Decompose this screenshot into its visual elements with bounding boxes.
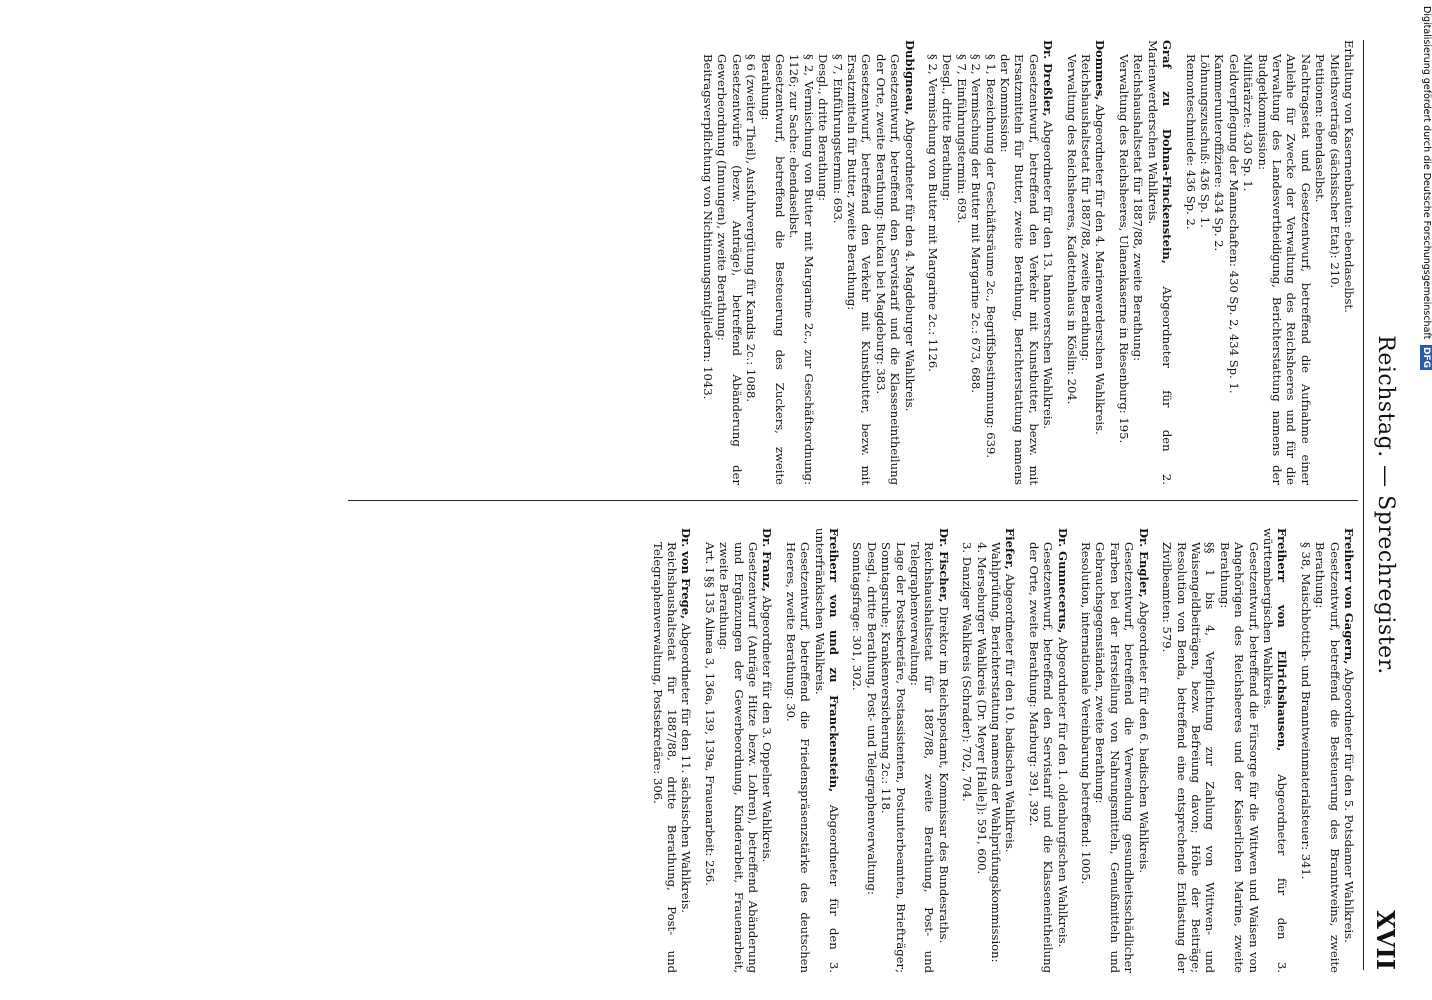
entry-line: Verwaltung des Reichsheeres, Kadettenhaus in Köslin: 204. xyxy=(1064,54,1079,405)
entry-line: § 1, Bezeichnung der Geschäftsräume 2c., Begriffsbestimmung: 639. xyxy=(983,54,998,459)
entry-line: Direktor im Reichspostamt, Kommissar des Bundesraths. xyxy=(936,606,951,944)
register-entry xyxy=(701,40,917,485)
column-divider xyxy=(348,500,1358,501)
entry-line: Abgeordneter für den 3. unterfränkischen Wahlkreis. xyxy=(812,528,841,973)
entry-name: Dr. Fischer, xyxy=(936,528,951,607)
dfg-logo: DFG xyxy=(1421,347,1431,369)
register-entry xyxy=(1117,40,1175,485)
entry-line: Abgeordneter für den 13. hannoverschen Wahlkreis. xyxy=(1041,120,1056,430)
entry-line: Gesetzentwurf, betreffend die Friedenspräsenzstärke des deutschen Heeres, zweite Berathung: 30. xyxy=(783,542,813,973)
register-entry xyxy=(926,40,1056,485)
entry-name: Freiherr von und zu Franckenstein, xyxy=(827,528,841,805)
entry-line: Gesetzentwurf, betreffend die Besteuerung des Branntweins, zweite Berathung: xyxy=(1313,542,1342,973)
register-entry xyxy=(783,528,841,973)
page-header xyxy=(1363,40,1404,970)
entry-line: § 7, Einführungstermin: 693. xyxy=(830,54,845,224)
entry-line: Gesetzentwurf, betreffend die Besteuerung des Zuckers, zweite Berathung: xyxy=(758,54,787,485)
register-entry xyxy=(1064,40,1107,485)
entry-line: § 7, Einführungstermin: 693. xyxy=(954,54,969,224)
entry-line: § 2, Vermischung von Butter mit Margarine 2c.: 1126. xyxy=(926,54,941,372)
entry-line: Desgl., dritte Berathung: xyxy=(940,54,955,202)
entry-line: Gesetzentwurf, betreffend den Servistarif und die Klasseneintheilung der Orte, zweite Berathung: Buckau bei Magdeburg: 383. xyxy=(873,54,903,485)
entry-line: Gesetzentwurf, betreffend den Verkehr mit Kunstbutter, bezw. mit Ersatzmitteln für Butter, zweite Berathung, Berichterstattung namens der Kommission: xyxy=(998,54,1041,485)
entry-line: Geldverpflegung der Mannschaften: 430 Sp. 2, 434 Sp. 1. xyxy=(1226,54,1241,394)
entry-name: Fiefer, xyxy=(1003,528,1018,574)
register-entry xyxy=(1160,528,1290,973)
register-entry xyxy=(1026,528,1069,973)
entry-name: Dubigneau, xyxy=(902,40,917,119)
entry-line: Gesetzentwurf, betreffend die Fürsorge für die Wittwen und Waisen von Angehörigen des Reichsheeres und der Kaiserlichen Marine, zweite Berathung: xyxy=(1217,542,1261,973)
credit-text: Digitalisierung gefördert durch die Deutsche Forschungsgemeinschaft xyxy=(1421,6,1432,340)
entry-line: Gesetzentwürfe (bezw. Anträge), betreffend Abänderung der Gewerbeordnung (Innungen), zweite Berathung: xyxy=(715,54,744,485)
entry-name: Dr. Dreßler, xyxy=(1041,40,1056,121)
register-entry xyxy=(1079,528,1151,973)
entry-line: Militärärzte: 430 Sp. 1. xyxy=(1241,54,1256,192)
entry-line: 4. Merseburger Wahlkreis (Dr. Meyer [Halle]): 591, 600. xyxy=(974,542,989,875)
entry-name: Graf zu Dohna-Finckenstein, xyxy=(1160,40,1175,287)
entry-line: Abgeordneter für den 4. Marienwerderschen Wahlkreis. xyxy=(1093,104,1108,435)
entry-line: Löhnungszuschuß: 436 Sp. 1. xyxy=(1197,54,1212,228)
entry-name: Freiherr von Ellrichshausen, xyxy=(1275,528,1290,775)
register-entry xyxy=(702,528,774,973)
entry-name: Dr. Franz, xyxy=(760,528,775,596)
entry-line: Resolution, internationale Vereinbarung betreffend: 1005. xyxy=(1079,542,1094,885)
entry-line: Art. I §§ 135 Alinea 3, 136a, 139, 139a, Frauenarbeit: 256. xyxy=(702,542,717,886)
entry-line: Abgeordneter für den 10. badischen Wahlkreis. xyxy=(1003,573,1018,853)
entry-line: 3. Danziger Wahlkreis (Schrader): 702, 704. xyxy=(960,542,975,802)
entry-line: Abgeordneter für den 4. Magdeburger Wahlkreis. xyxy=(902,118,917,412)
entry-line: Nachtragsetat und Gesetzentwurf, betreffend die Aufnahme einer Anleihe für Zwecke der Verwaltung des Reichsheeres und für die Verwaltung des Landesvertheidigung, Berichterstattung namens der Budgetkommission: xyxy=(1255,54,1313,485)
entry-line: Abgeordneter für den 3. württembergischen Wahlkreis. xyxy=(1260,528,1290,973)
left-column xyxy=(692,40,1356,485)
entry-line: Erhaltung von Kasernenbauten: ebendaselbst. xyxy=(1342,40,1356,313)
entry-name: Freiherr von Gagern, xyxy=(1342,528,1356,669)
digitization-credit xyxy=(1417,6,1432,996)
register-entry xyxy=(960,528,1018,973)
entry-line: Sonntagsfrage: 301, 302. xyxy=(850,542,865,691)
entry-line: Gesetzentwurf, betreffend den Servistarif und die Klasseneintheilung der Orte, zweite Berathung: Marburg: 391, 392. xyxy=(1026,542,1056,973)
page-number: XVII xyxy=(1371,910,1400,970)
entry-line: Petitionen: ebendaselbst. xyxy=(1313,54,1328,203)
entry-line: Desgl., dritte Berathung, Post- und Telegraphenverwaltung: xyxy=(864,542,879,895)
running-title: Reichstag. — Sprechregister. xyxy=(1373,335,1398,675)
entry-line: § 38, Maischbottich- und Branntweinmaterialsteuer: 341. xyxy=(1298,542,1313,880)
entry-line: § 6 (zweiter Theil), Ausfuhrvergütung für Kandis 2c.: 1088. xyxy=(744,54,759,403)
entry-line: Abgeordneter für den 11. sächsischen Wahlkreis. xyxy=(679,623,694,913)
entry-line: Reichshaushaltsetat für 1887/88, dritte Berathung, Post- und Telegraphenverwaltung, Postsekretäre: 306. xyxy=(650,542,679,973)
document-page xyxy=(20,0,1412,1000)
entry-line: Miethsverträge (sächsischer Etat): 210. xyxy=(1327,54,1342,289)
register-entry xyxy=(650,528,693,973)
entry-line: Abgeordneter für den 1. oldenburgischen Wahlkreis. xyxy=(1055,637,1070,948)
entry-line: Gesetzentwurf, betreffend die Verwendung gesundheitsschädlicher Farben bei der Herstellung von Nahrungsmitteln, Genußmitteln und Gebrauchsgegenständen, zweite Berathung: xyxy=(1093,542,1137,973)
entry-line: Reichshaushaltsetat für 1887/88, zweite Berathung, Post- und Telegraphenverwaltung: xyxy=(908,542,937,973)
entry-line: Reichshaushaltsetat für 1887/88, zweite Berathung: xyxy=(1079,54,1094,362)
entry-line: Lage der Postsekretäre, Postassistenten, Postunterbeamten, Briefträger; Sonntagsruhe; Krankenversicherung 2c.: 118. xyxy=(879,542,908,973)
entry-line: Abgeordneter für den 3. Oppelner Wahlkreis. xyxy=(760,595,775,863)
entry-name: Dr. Gunnecerus, xyxy=(1055,528,1070,638)
entry-line: Abgeordneter für den 6. badischen Wahlkreis. xyxy=(1136,601,1151,874)
entry-line: Verwaltung des Reichsheeres, Ulanenkaserne in Riesenburg: 195. xyxy=(1116,54,1131,444)
entry-name: Dr. von Frege, xyxy=(679,528,694,624)
entry-name: Dommes, xyxy=(1093,40,1108,105)
entry-line: Gesetzentwurf (Anträge Hitze bezw. Lohren), betreffend Abänderung und Ergänzungen der Gewerbeordnung, Kinderarbeit, Frauenarbeit, zweite Berathung: xyxy=(717,542,760,973)
entry-line: Gesetzentwurf, betreffend den Verkehr mit Kunstbutter, bezw. mit Ersatzmitteln für Butter, zweite Berathung: xyxy=(845,54,874,485)
register-entry xyxy=(850,528,951,973)
entry-line: § 2, Vermischung der Butter mit Margarine 2c.: 673, 688. xyxy=(969,54,984,393)
entry-line: §§ 1 bis 4, Verpflichtung zur Zahlung von Wittwen- und Waisengeldbeiträgen, bezw. Befreiung davon; Höhe der Beiträge; Resolution von Benda, betreffend eine entsprechende Entlastung der Zivilbeamten: 579. xyxy=(1160,542,1218,973)
entry-line: Reichshaushaltsetat für 1887/88, zweite Berathung: xyxy=(1131,54,1146,362)
entry-line: Kammerunteroffiziere: 434 Sp. 2. xyxy=(1212,54,1227,252)
entry-line: Beitragsverpflichtung von Nichtinnungsmitgliedern: 1043. xyxy=(700,54,715,400)
register-entry xyxy=(1183,40,1356,485)
entry-line: Abgeordneter für den 5. Potsdamer Wahlkreis. xyxy=(1342,668,1356,943)
register-entry xyxy=(1298,528,1356,973)
right-column xyxy=(641,528,1356,973)
entry-line: Desgl., dritte Berathung: xyxy=(816,54,831,202)
entry-line: Wahlprüfung, Berichterstattung namens der Wahlprüfungskommission: xyxy=(989,542,1004,963)
entry-line: Remonteschmiede: 436 Sp. 2. xyxy=(1183,54,1198,230)
entry-line: § 2, Vermischung von Butter mit Margarine 2c., zur Geschäftsordnung: 1126; zur Sache: ebendaselbst. xyxy=(787,54,816,485)
entry-line: Abgeordneter für den 2. Marienwerderschen Wahlkreis. xyxy=(1145,40,1175,485)
entry-name: Dr. Engler, xyxy=(1136,528,1151,602)
